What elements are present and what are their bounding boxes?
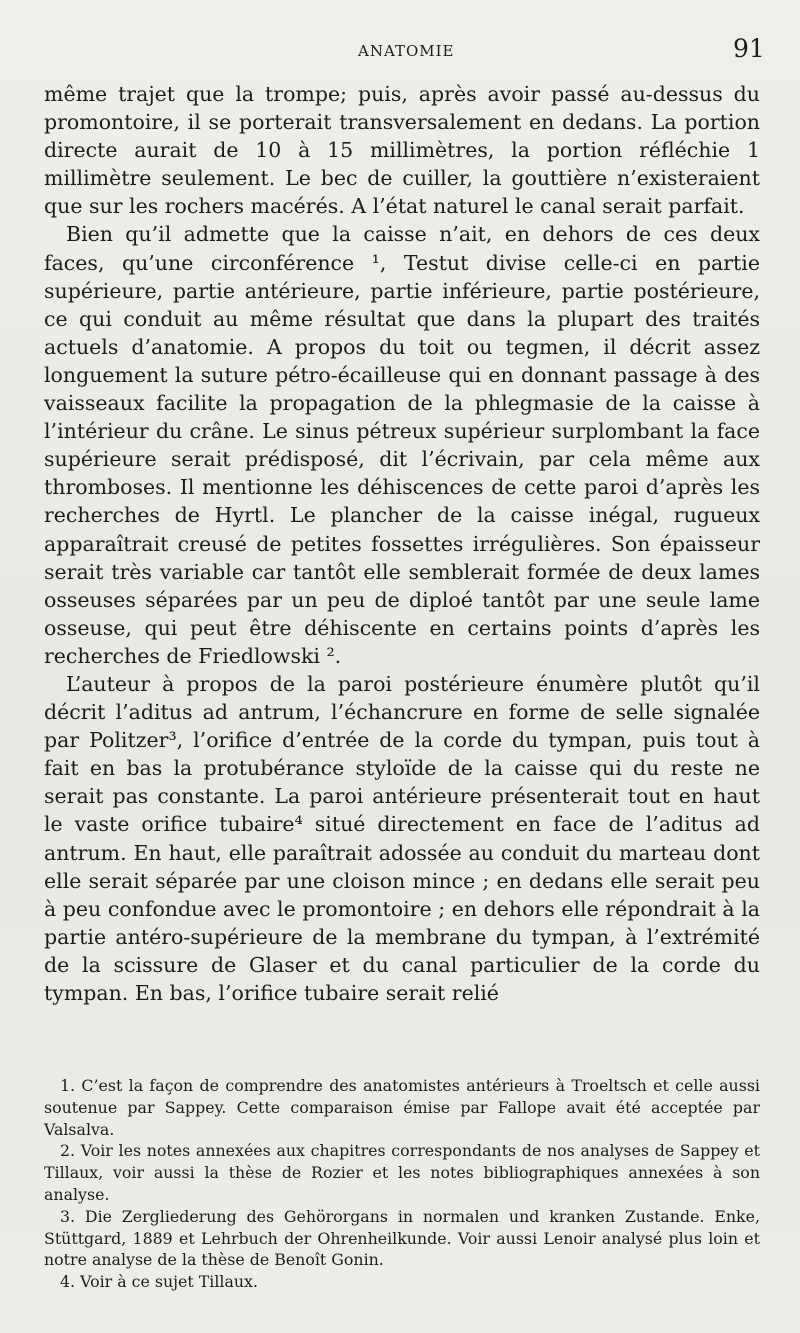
footnote-number: 4.	[60, 1272, 76, 1292]
footnote-text: Voir les notes annexées aux chapitres correspondants de nos analyses de Sappey et Tillaux, voir aussi la thèse de Rozier et les notes bibliographiques annexées à son analyse.	[44, 1141, 760, 1204]
footnote	[44, 1075, 760, 1140]
running-title: ANATOMIE	[358, 42, 455, 60]
footnote-number: 2.	[60, 1141, 76, 1161]
page-number: 91	[733, 34, 765, 63]
footnote-text: Voir à ce sujet Tillaux.	[80, 1272, 258, 1292]
paragraph-testut-divisions: Bien qu’il admette que la caisse n’ait, en dehors de ces deux faces, qu’une circonférence ¹, Testut divise celle-ci en partie supérieure, partie antérieure, partie inférieure, partie postérieure, ce qui conduit au même résultat que dans la plupart des traités actuels d’anatomie. A propos du toit ou tegmen, il décrit assez longuement la suture pétro-écailleuse qui en donnant passage à des vaisseaux facilite la propagation de la phlegmasie de la caisse à l’intérieur du crâne. Le sinus pétreux supérieur surplombant la face supérieure serait prédisposé, dit l’écrivain, par cela même aux thromboses. Il mentionne les déhiscences de cette paroi d’après les recherches de Hyrtl. Le plancher de la caisse inégal, rugueux apparaîtrait creusé de petites fossettes irrégulières. Son épaisseur serait très variable car tantôt elle semblerait formée de deux lames osseuses séparées par un peu de diploé tantôt par une seule lame osseuse, qui peut être déhiscente en certains points d’après les recherches de Friedlowski ².	[44, 222, 760, 668]
footnote-number: 3.	[60, 1206, 76, 1226]
main-text	[44, 80, 760, 1007]
footnote-number: 1.	[60, 1076, 76, 1095]
footnote	[44, 1206, 760, 1271]
footnote-text: Die Zergliederung des Gehörorgans in normalen und kranken Zustande. Enke, Stüttgard, 1889 et Lehrbuch der Ohrenheilkunde. Voir aussi Lenoir analysé plus loin et notre analyse de la thèse de Benoît Gonin.	[44, 1206, 760, 1270]
footnotes	[44, 1075, 760, 1293]
footnote	[44, 1271, 760, 1293]
footnote-text: C’est la façon de comprendre des anatomistes antérieurs à Troeltsch et celle aussi soutenue par Sappey. Cette comparaison émise par Fallope avait été acceptée par Valsalva.	[44, 1076, 760, 1139]
footnote	[44, 1140, 760, 1205]
paragraph-paroi-posterieure: L’auteur à propos de la paroi postérieure énumère plutôt qu’il décrit l’aditus ad antrum, l’échancrure en forme de selle signalée par Politzer³, l’orifice d’entrée de la corde du tympan, puis tout à fait en bas la protubérance styloïde de la caisse qui du reste ne serait pas constante. La paroi antérieure présenterait tout en haut le vaste orifice tubaire⁴ situé directement en face de l’aditus ad antrum. En haut, elle paraîtrait adossée au conduit du marteau dont elle serait séparée par une cloison mince ; en dedans elle serait peu à peu confondue avec le promontoire ; en dehors elle répondrait à la partie antéro-supérieure de la membrane du tympan, à l’extrémité de la scissure de Glaser et du canal particulier de la corde du tympan. En bas, l’orifice tubaire serait relié	[44, 671, 760, 1005]
paragraph-continuation: même trajet que la trompe; puis, après avoir passé au-dessus du promontoire, il se porterait transversalement en dedans. La portion directe aurait de 10 à 15 millimètres, la portion réfléchie 1 millimètre seulement. Le bec de cuiller, la gouttière n’existeraient que sur les rochers macérés. A l’état naturel le canal serait parfait.	[44, 82, 760, 219]
